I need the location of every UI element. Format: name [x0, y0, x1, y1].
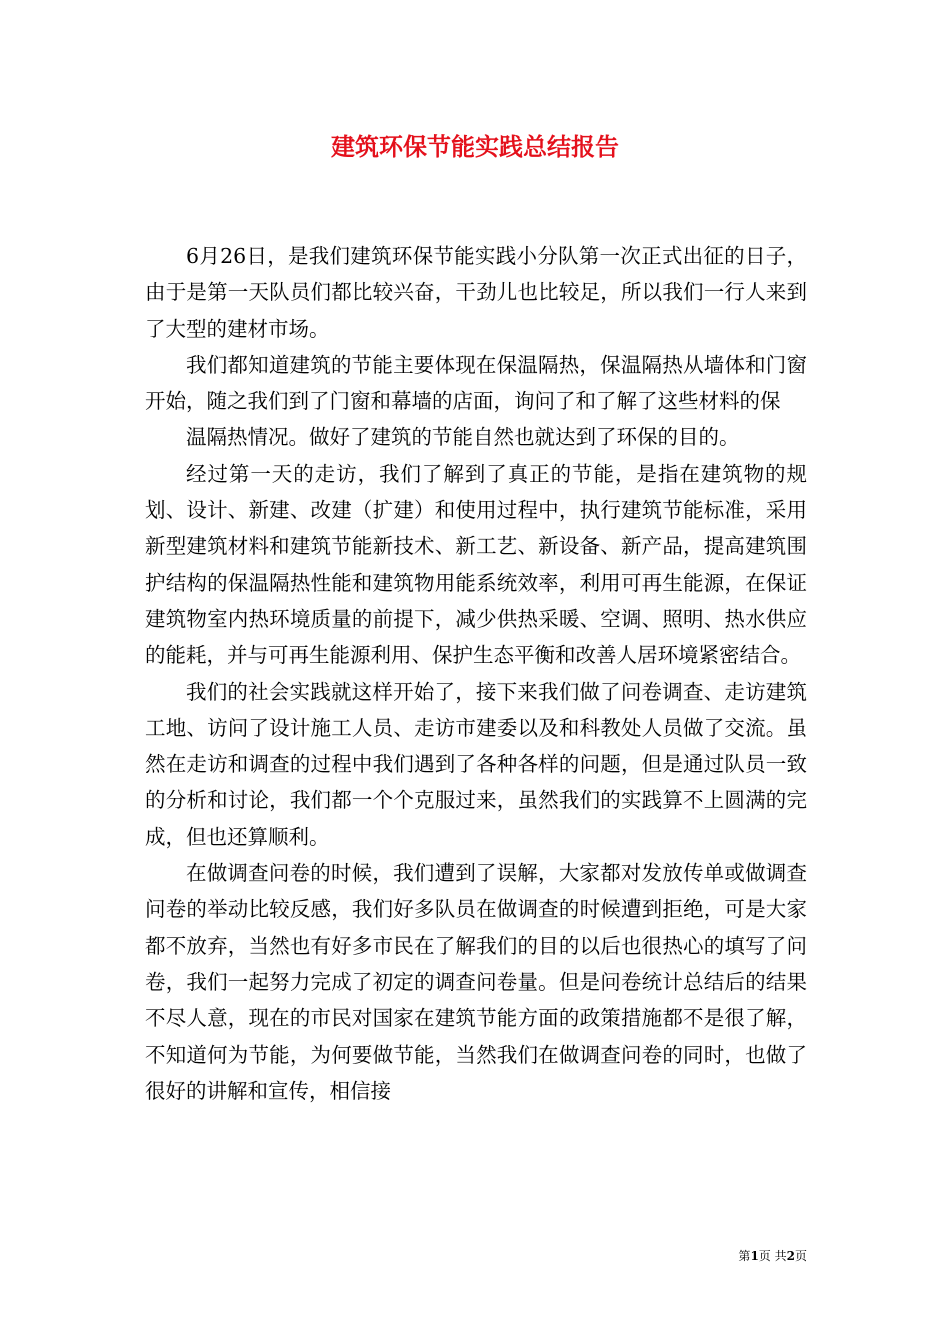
document-title: 建筑环保节能实践总结报告: [331, 132, 619, 161]
paragraph: 我们的社会实践就这样开始了，接下来我们做了问卷调查、走访建筑工地、访问了设计施工人员、走访市建委以及和科教处人员做了交流。虽然在走访和调查的过程中我们遇到了各种各样的问题，但是通过队员一致的分析和讨论，我们都一个个克服过来，虽然我们的实践算不上圆满的完成，但也还算顺利。: [145, 679, 807, 849]
footer-middle: 页 共: [758, 1249, 787, 1263]
footer-current-page: 1: [750, 1249, 759, 1263]
footer-suffix: 页: [794, 1249, 807, 1263]
paragraph: 在做调查问卷的时候，我们遭到了误解，大家都对发放传单或做调查问卷的举动比较反感，我们好多队员在做调查的时候遭到拒绝，可是大家都不放弃，当然也有好多市民在了解我们的目的以后也很热心的填写了问卷，我们一起努力完成了初定的调查问卷量。但是问卷统计总结后的结果不尽人意，现在的市民对国家在建筑节能方面的政策措施都不是很了解，不知道何为节能，为何要做节能，当然我们在做调查问卷的同时，也做了很好的讲解和宣传，相信接: [145, 861, 807, 1103]
page-footer: [690, 1248, 807, 1264]
footer-prefix: 第: [738, 1249, 751, 1263]
document-body: [145, 238, 807, 1109]
footer-total-pages: 2: [786, 1249, 795, 1263]
paragraph: 经过第一天的走访，我们了解到了真正的节能，是指在建筑物的规划、设计、新建、改建（扩建）和使用过程中，执行建筑节能标准，采用新型建筑材料和建筑节能新技术、新工艺、新设备、新产品，提高建筑围护结构的保温隔热性能和建筑物用能系统效率，利用可再生能源，在保证建筑物室内热环境质量的前提下，减少供热采暖、空调、照明、热水供应的能耗，并与可再生能源利用、保护生态平衡和改善人居环境紧密结合。: [145, 461, 807, 668]
paragraph: 6月26日，是我们建筑环保节能实践小分队第一次正式出征的日子，由于是第一天队员们都比较兴奋，干劲儿也比较足，所以我们一行人来到了大型的建材市场。: [145, 244, 807, 341]
paragraph: 我们都知道建筑的节能主要体现在保温隔热，保温隔热从墙体和门窗开始，随之我们到了门窗和幕墙的店面，询问了和了解了这些材料的保: [145, 352, 807, 414]
paragraph: 温隔热情况。做好了建筑的节能自然也就达到了环保的目的。: [186, 425, 740, 450]
